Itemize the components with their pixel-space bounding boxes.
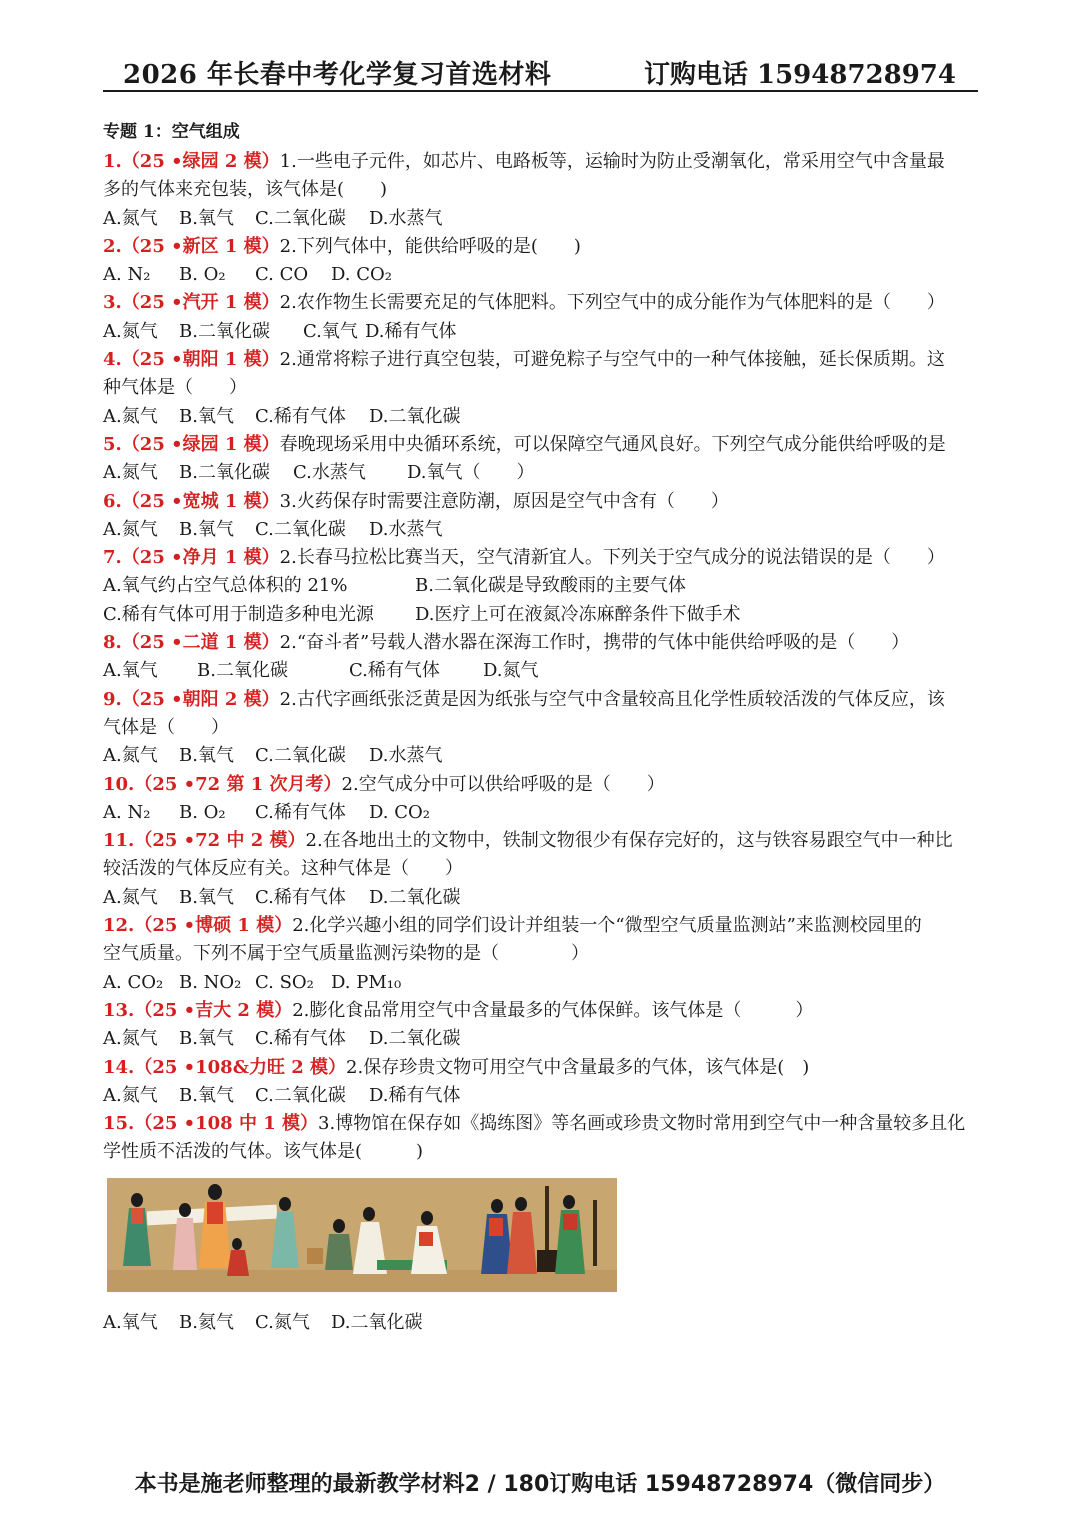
question-source: 7.（25 •净月 1 模）	[103, 547, 280, 569]
option-a: A.氮气	[103, 405, 158, 427]
option-b: B.二氧化碳	[179, 462, 270, 484]
options-8	[103, 657, 983, 685]
question-stem: 2.在各地出土的文物中，铁制文物很少有保存完好的，这与铁容易跟空气中一种比	[305, 830, 953, 852]
question-stem-cont: 种气体是（ ）	[103, 377, 247, 399]
question-5	[103, 431, 983, 459]
question-stem-cont: 学性质不活泼的气体。该气体是( )	[103, 1141, 424, 1163]
option-a: A.氮气	[103, 207, 158, 229]
option-c: C.二氧化碳	[255, 1084, 346, 1106]
question-15	[103, 1110, 983, 1138]
question-4	[103, 346, 983, 374]
question-source: 9.（25 •朝阳 2 模）	[103, 688, 280, 710]
options-1	[103, 205, 983, 233]
option-a: A.氮气	[103, 518, 158, 540]
option-a: A.氮气	[103, 462, 158, 484]
question-9	[103, 686, 983, 714]
header-phone: 订购电话 15948728974	[643, 60, 956, 90]
option-d: D.稀有气体	[369, 1084, 461, 1106]
question-stem-cont: 空气质量。下列不属于空气质量监测污染物的是（ ）	[103, 943, 589, 965]
option-b: B.氧气	[179, 1084, 234, 1106]
option-b: B.氧气	[179, 207, 234, 229]
question-stem-cont: 较活泼的气体反应有关。这种气体是（ ）	[103, 858, 463, 880]
option-c: C.二氧化碳	[255, 745, 346, 767]
options-13	[103, 1025, 983, 1053]
question-12	[103, 912, 983, 940]
option-b: B. O₂	[179, 801, 226, 823]
question-11	[103, 827, 983, 855]
option-a: A. CO₂	[103, 971, 164, 993]
question-source: 10.（25 •72 第 1 次月考）	[103, 773, 342, 795]
option-c: C.稀有气体可用于制造多种电光源	[103, 603, 374, 625]
question-source: 12.（25 •博硕 1 模）	[103, 915, 293, 937]
option-b: B.氧气	[179, 405, 234, 427]
options-7a	[103, 572, 983, 600]
options-14	[103, 1082, 983, 1110]
question-stem: 2.农作物生长需要充足的气体肥料。下列空气中的成分能作为气体肥料的是（ ）	[279, 292, 945, 314]
question-source: 14.（25 •108&力旺 2 模）	[103, 1056, 347, 1078]
question-stem: 2.化学兴趣小组的同学们设计并组装一个“微型空气质量监测站”来监测校园里的	[292, 915, 922, 937]
question-stem-cont: 气体是（ ）	[103, 716, 229, 738]
option-d: D.二氧化碳	[331, 1312, 423, 1333]
question-stem: 2.长春马拉松比赛当天，空气清新宜人。下列关于空气成分的说法错误的是（ ）	[279, 547, 945, 569]
question-stem: 2.通常将粽子进行真空包装，可避免粽子与空气中的一种气体接触，延长保质期。这	[279, 349, 945, 371]
option-a: A.氮气	[103, 1084, 158, 1106]
question-source: 3.（25 •汽开 1 模）	[103, 292, 280, 314]
option-c: C. SO₂	[255, 971, 314, 993]
option-c: C.稀有气体	[255, 801, 346, 823]
option-d: D.水蒸气	[369, 745, 443, 767]
option-a: A.氧气约占空气总体积的 21%	[103, 575, 348, 597]
question-source: 13.（25 •吉大 2 模）	[103, 999, 293, 1021]
question-13	[103, 997, 983, 1025]
option-a: A.氮气	[103, 1028, 158, 1050]
option-d: D. PM₁₀	[331, 971, 402, 993]
option-d: D.医疗上可在液氮冷冻麻醉条件下做手术	[415, 603, 741, 625]
question-3	[103, 289, 983, 317]
question-stem: 2.“奋斗者”号载人潜水器在深海工作时，携带的气体中能供给呼吸的是（ ）	[279, 632, 910, 654]
question-stem: 2.空气成分中可以供给呼吸的是（ ）	[341, 773, 665, 795]
option-d: D. CO₂	[331, 264, 392, 286]
header-title: 2026 年长春中考化学复习首选材料	[123, 60, 552, 90]
option-b: B.氧气	[179, 1028, 234, 1050]
option-d: D.稀有气体	[365, 320, 457, 342]
option-c: C.稀有气体	[255, 1028, 346, 1050]
option-a: A.氧气	[103, 1312, 158, 1333]
option-b: B.二氧化碳是导致酸雨的主要气体	[415, 575, 686, 597]
option-d: D. CO₂	[369, 801, 430, 823]
question-stem: 2.保存珍贵文物可用空气中含量最多的气体，该气体是( )	[346, 1056, 810, 1078]
question-source: 1.（25 •绿园 2 模）	[103, 151, 280, 172]
option-c: C.稀有气体	[255, 405, 346, 427]
question-list	[103, 148, 983, 1167]
question-source: 4.（25 •朝阳 1 模）	[103, 349, 280, 371]
option-c: C.氧气	[303, 320, 358, 342]
option-b: B.氧气	[179, 886, 234, 908]
option-d: D.氮气	[483, 660, 539, 682]
option-b: B.氧气	[179, 518, 234, 540]
painting-illustration	[107, 1178, 617, 1292]
option-a: A.氧气	[103, 660, 158, 682]
option-a: A. N₂	[103, 264, 151, 286]
question-stem: 2.下列气体中，能供给呼吸的是( )	[279, 235, 581, 257]
option-c: C.二氧化碳	[255, 207, 346, 229]
question-source: 8.（25 •二道 1 模）	[103, 632, 280, 654]
topic-title: 专题 1：空气组成	[103, 122, 240, 142]
question-14	[103, 1054, 983, 1082]
question-6	[103, 488, 983, 516]
page-footer: 本书是施老师整理的最新教学材料2 / 180订购电话 15948728974（微信同步）	[134, 1472, 946, 1497]
option-b: B.氦气	[179, 1312, 234, 1333]
options-11	[103, 884, 983, 912]
question-10	[103, 771, 983, 799]
options-6	[103, 516, 983, 544]
question-2	[103, 233, 983, 261]
options-2	[103, 261, 983, 289]
question-7	[103, 544, 983, 572]
option-d: D.水蒸气	[369, 207, 443, 229]
options-10	[103, 799, 983, 827]
question-stem: 1.一些电子元件，如芯片、电路板等，运输时为防止受潮氧化，常采用空气中含量最	[279, 151, 945, 172]
question-source: 6.（25 •宽城 1 模）	[103, 490, 280, 512]
question-source: 11.（25 •72 中 2 模）	[103, 830, 306, 852]
question-stem: 3.火药保存时需要注意防潮，原因是空气中含有（ ）	[279, 490, 729, 512]
option-c: C. CO	[255, 264, 309, 286]
question-stem-cont: 多的气体来充包装，该气体是( )	[103, 179, 388, 201]
option-c: C.稀有气体	[255, 886, 346, 908]
question-stem: 春晚现场采用中央循环系统，可以保障空气通风良好。下列空气成分能供给呼吸的是	[279, 433, 946, 455]
options-4	[103, 403, 983, 431]
option-a: A.氮气	[103, 320, 158, 342]
options-9	[103, 742, 983, 770]
option-d: D.水蒸气	[369, 518, 443, 540]
options-12	[103, 969, 983, 997]
option-d: D.二氧化碳	[369, 1028, 461, 1050]
option-d: D.二氧化碳	[369, 405, 461, 427]
question-stem: 2.膨化食品常用空气中含量最多的气体保鲜。该气体是（ ）	[292, 999, 814, 1021]
options-15	[103, 1308, 423, 1334]
question-stem: 3.博物馆在保存如《捣练图》等名画或珍贵文物时常用到空气中一种含量较多且化	[318, 1113, 966, 1135]
question-source: 5.（25 •绿园 1 模）	[103, 433, 280, 455]
option-a: A. N₂	[103, 801, 151, 823]
option-d: D.氧气（ ）	[407, 462, 535, 484]
question-stem: 2.古代字画纸张泛黄是因为纸张与空气中含量较高且化学性质较活泼的气体反应，该	[279, 688, 945, 710]
question-source: 15.（25 •108 中 1 模）	[103, 1113, 319, 1135]
option-c: C.氮气	[255, 1312, 310, 1333]
option-b: B.氧气	[179, 745, 234, 767]
question-1	[103, 148, 983, 176]
option-a: A.氮气	[103, 886, 158, 908]
option-b: B.二氧化碳	[179, 320, 270, 342]
option-b: B. NO₂	[179, 971, 242, 993]
options-7b	[103, 601, 983, 629]
question-source: 2.（25 •新区 1 模）	[103, 235, 280, 257]
option-a: A.氮气	[103, 745, 158, 767]
option-b: B. O₂	[179, 264, 226, 286]
option-b: B.二氧化碳	[197, 660, 288, 682]
option-c: C.水蒸气	[293, 462, 366, 484]
option-c: C.稀有气体	[349, 660, 440, 682]
question-8	[103, 629, 983, 657]
page-header	[103, 48, 978, 92]
options-5	[103, 459, 983, 487]
option-d: D.二氧化碳	[369, 886, 461, 908]
options-3	[103, 318, 983, 346]
option-c: C.二氧化碳	[255, 518, 346, 540]
